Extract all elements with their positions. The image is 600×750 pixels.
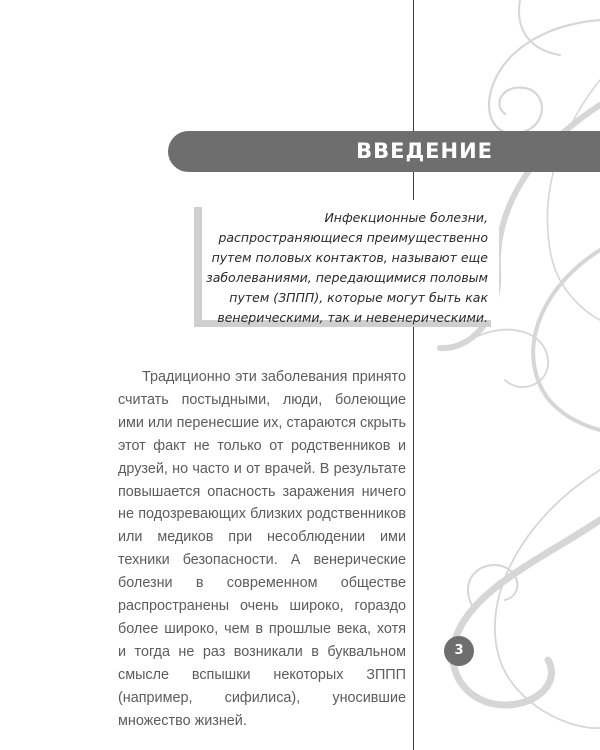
swirl-top-hook [519,0,560,55]
swirl-lower-stroke [453,520,600,705]
swirl-upper-thin [547,80,600,320]
body-paragraph: Традиционно эти заболевания принято считать постыдными, люди, болеющие ими или перенесшие их, стараются скрыть этот факт не только от родственников и друзей, но часто и от врачей. В результате повышается опасность заражения ничего не подозревающих близких родственников или медиков при несоблюдении ими техники безопасности. А венерические болезни в современном обществе распространены очень широко, гораздо более широко, чем в прошлые века, хотя и тогда не раз возникали в буквальном смысле вспышки некоторых ЗППП (например, сифилиса), уносившие множество жизней. [118,369,406,729]
intro-callout-box [202,200,499,325]
swirl-middle [533,250,600,430]
page-spine-line [413,0,414,750]
chapter-title-bar [168,131,600,172]
intro-text: Инфекционные болезни, распространяющиеся преимущественно путем половых контактов, называют еще заболеваниями, передающимися половым путем (ЗППП), которые могут быть как венерическими, так и невенерическими. [206,210,488,325]
chapter-title: ВВЕДЕНИЕ [356,139,493,163]
page-number-badge: 3 [444,636,474,666]
